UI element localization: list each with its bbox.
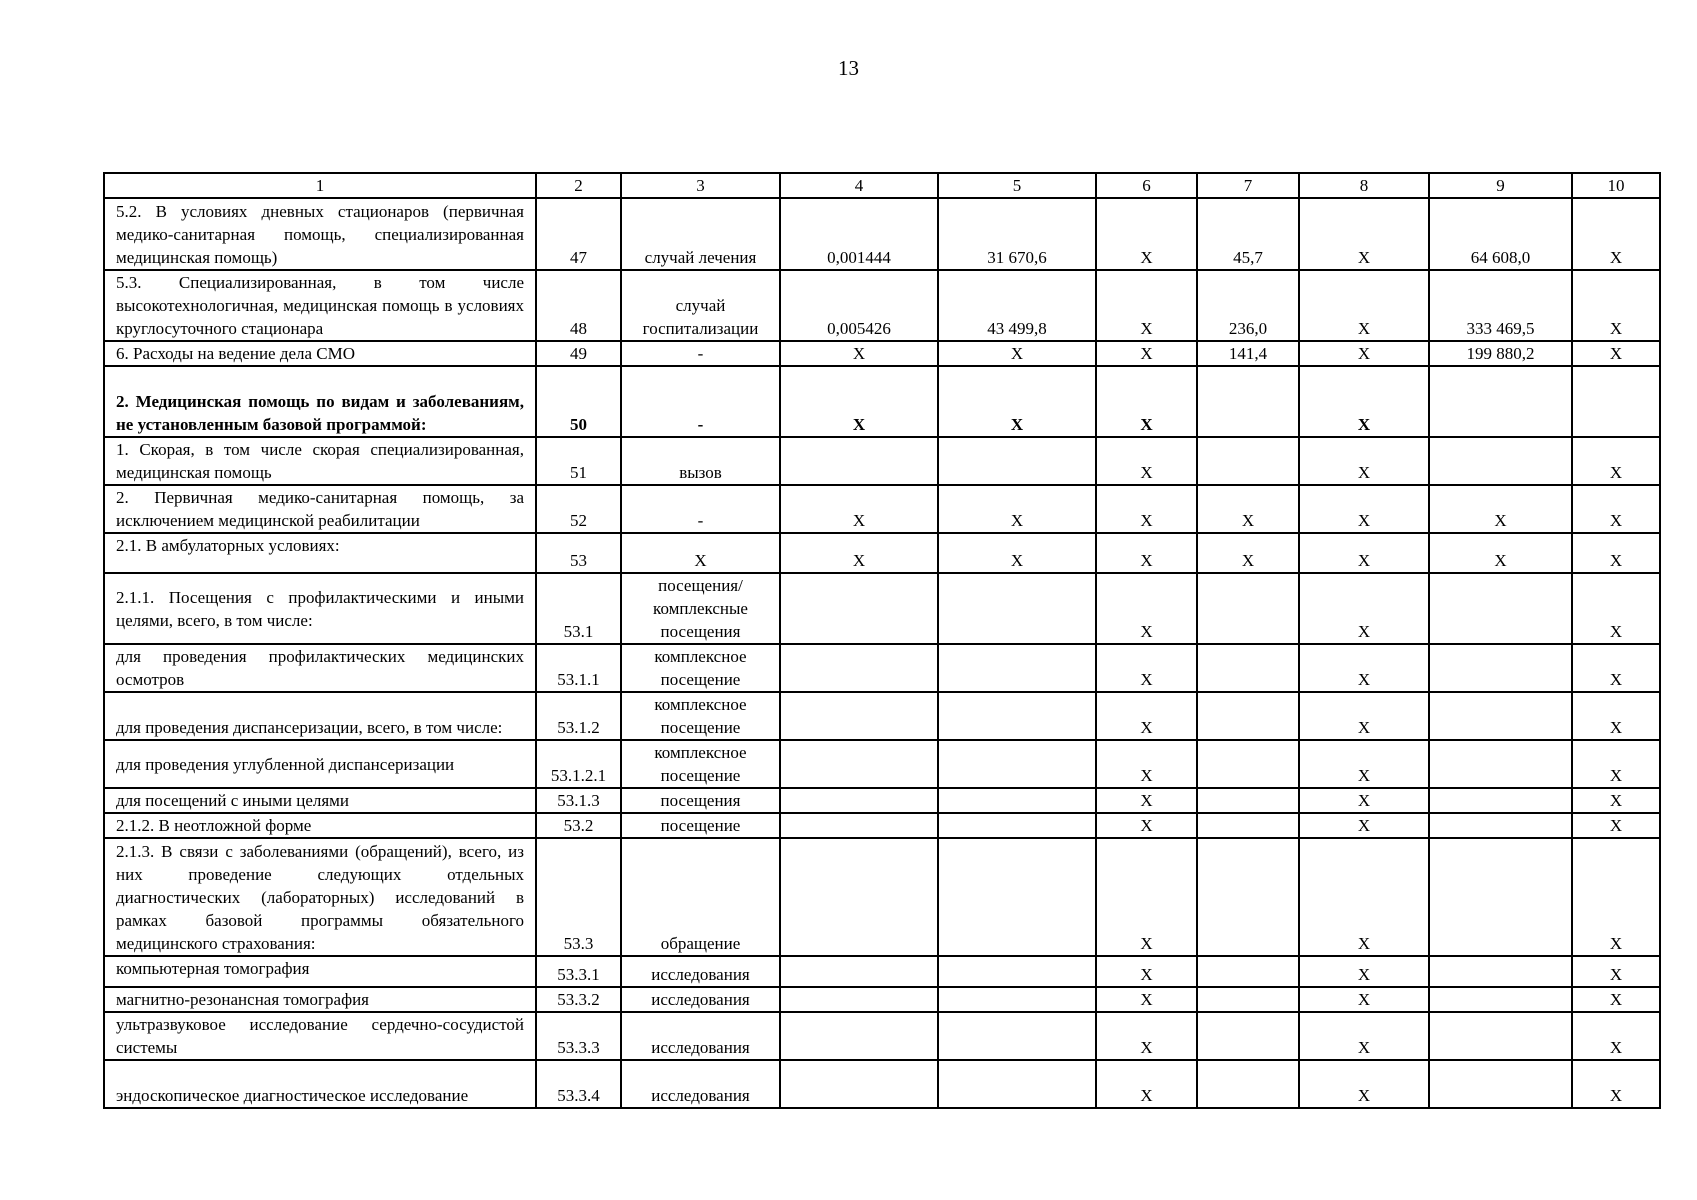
row-value-cell bbox=[1197, 644, 1299, 692]
row-value-cell: X bbox=[1572, 198, 1660, 270]
row-description-cell: 2. Первичная медико-санитарная помощь, за исключением медицинской реабилитации bbox=[104, 485, 536, 533]
row-value-cell: X bbox=[1096, 270, 1197, 341]
page-number: 13 bbox=[838, 56, 859, 80]
data-table bbox=[103, 172, 1661, 1109]
row-value-cell: - bbox=[621, 485, 780, 533]
row-value-cell bbox=[1197, 740, 1299, 788]
row-value-cell: X bbox=[1299, 644, 1429, 692]
row-value-cell: X bbox=[1572, 270, 1660, 341]
row-value-cell bbox=[938, 956, 1096, 987]
header-cell: 3 bbox=[621, 173, 780, 198]
table-row bbox=[104, 740, 1660, 788]
table-row bbox=[104, 1012, 1660, 1060]
table-row bbox=[104, 1060, 1660, 1108]
row-value-cell bbox=[1197, 788, 1299, 813]
row-value-cell bbox=[1429, 366, 1572, 437]
row-value-cell bbox=[1197, 956, 1299, 987]
row-value-cell bbox=[938, 838, 1096, 956]
row-value-cell: X bbox=[1197, 533, 1299, 573]
row-value-cell: X bbox=[1572, 573, 1660, 644]
row-value-cell: X bbox=[938, 485, 1096, 533]
row-value-cell: X bbox=[1096, 987, 1197, 1012]
row-description-cell: для посещений с иными целями bbox=[104, 788, 536, 813]
row-value-cell: исследования bbox=[621, 1060, 780, 1108]
row-value-cell: X bbox=[1096, 838, 1197, 956]
row-value-cell bbox=[938, 573, 1096, 644]
row-description-cell: для проведения диспансеризации, всего, в том числе: bbox=[104, 692, 536, 740]
row-description-cell: магнитно-резонансная томография bbox=[104, 987, 536, 1012]
row-value-cell: X bbox=[1572, 437, 1660, 485]
row-value-cell bbox=[780, 1012, 938, 1060]
row-value-cell bbox=[1429, 644, 1572, 692]
row-value-cell: 53.3.1 bbox=[536, 956, 621, 987]
header-cell: 4 bbox=[780, 173, 938, 198]
header-cell: 6 bbox=[1096, 173, 1197, 198]
row-value-cell: 49 bbox=[536, 341, 621, 366]
row-value-cell bbox=[1197, 1060, 1299, 1108]
row-description-cell: эндоскопическое диагностическое исследование bbox=[104, 1060, 536, 1108]
row-value-cell: - bbox=[621, 366, 780, 437]
row-value-cell bbox=[1429, 692, 1572, 740]
row-value-cell: X bbox=[1572, 838, 1660, 956]
table-row bbox=[104, 838, 1660, 956]
row-value-cell: 48 bbox=[536, 270, 621, 341]
table-row bbox=[104, 485, 1660, 533]
header-cell: 7 bbox=[1197, 173, 1299, 198]
row-value-cell: 0,005426 bbox=[780, 270, 938, 341]
header-row bbox=[104, 173, 1660, 198]
row-value-cell bbox=[780, 813, 938, 838]
row-value-cell: X bbox=[1299, 270, 1429, 341]
row-value-cell: X bbox=[1299, 987, 1429, 1012]
row-value-cell bbox=[1429, 987, 1572, 1012]
row-value-cell: 51 bbox=[536, 437, 621, 485]
row-value-cell: X bbox=[1572, 956, 1660, 987]
row-value-cell bbox=[1429, 813, 1572, 838]
row-value-cell: 31 670,6 bbox=[938, 198, 1096, 270]
row-value-cell: X bbox=[1572, 485, 1660, 533]
row-description-cell: компьютерная томография bbox=[104, 956, 536, 987]
row-value-cell: X bbox=[1299, 788, 1429, 813]
row-value-cell: посещения/ комплексные посещения bbox=[621, 573, 780, 644]
row-value-cell: - bbox=[621, 341, 780, 366]
row-value-cell: X bbox=[1096, 341, 1197, 366]
row-value-cell: вызов bbox=[621, 437, 780, 485]
row-value-cell: X bbox=[1299, 956, 1429, 987]
row-value-cell: X bbox=[938, 341, 1096, 366]
row-value-cell: 47 bbox=[536, 198, 621, 270]
table-row bbox=[104, 644, 1660, 692]
row-value-cell bbox=[1197, 437, 1299, 485]
row-value-cell: X bbox=[1572, 644, 1660, 692]
row-value-cell bbox=[1197, 692, 1299, 740]
row-value-cell: X bbox=[621, 533, 780, 573]
row-description-cell: 2. Медицинская помощь по видам и заболеваниям, не установленным базовой программой: bbox=[104, 366, 536, 437]
table-row bbox=[104, 198, 1660, 270]
row-value-cell: комплексное посещение bbox=[621, 644, 780, 692]
row-value-cell: X bbox=[1299, 1012, 1429, 1060]
row-value-cell bbox=[1197, 573, 1299, 644]
row-value-cell: 53.1.2.1 bbox=[536, 740, 621, 788]
row-value-cell bbox=[1197, 987, 1299, 1012]
row-value-cell: X bbox=[1096, 788, 1197, 813]
row-value-cell bbox=[780, 838, 938, 956]
row-value-cell: X bbox=[1572, 533, 1660, 573]
row-value-cell: X bbox=[1572, 692, 1660, 740]
row-value-cell: X bbox=[1299, 573, 1429, 644]
row-value-cell bbox=[1572, 366, 1660, 437]
row-value-cell: 0,001444 bbox=[780, 198, 938, 270]
row-value-cell: 45,7 bbox=[1197, 198, 1299, 270]
row-value-cell bbox=[1197, 813, 1299, 838]
row-value-cell: X bbox=[780, 341, 938, 366]
row-description-cell: ультразвуковое исследование сердечно-сосудистой системы bbox=[104, 1012, 536, 1060]
row-value-cell: X bbox=[1572, 1012, 1660, 1060]
row-value-cell bbox=[780, 987, 938, 1012]
row-value-cell: X bbox=[1096, 1012, 1197, 1060]
row-value-cell: X bbox=[1299, 813, 1429, 838]
table-row bbox=[104, 533, 1660, 573]
row-value-cell: посещения bbox=[621, 788, 780, 813]
row-value-cell bbox=[780, 692, 938, 740]
row-value-cell: 64 608,0 bbox=[1429, 198, 1572, 270]
row-value-cell: X bbox=[1096, 956, 1197, 987]
row-value-cell: исследования bbox=[621, 1012, 780, 1060]
row-value-cell: X bbox=[1096, 366, 1197, 437]
row-value-cell: 53.1.1 bbox=[536, 644, 621, 692]
table-row bbox=[104, 341, 1660, 366]
row-value-cell: X bbox=[1299, 341, 1429, 366]
row-value-cell: X bbox=[1096, 692, 1197, 740]
row-value-cell: X bbox=[1299, 437, 1429, 485]
row-value-cell: X bbox=[938, 533, 1096, 573]
row-value-cell: X bbox=[1197, 485, 1299, 533]
row-description-cell: 5.3. Специализированная, в том числе высокотехнологичная, медицинская помощь в условиях круглосуточного стационара bbox=[104, 270, 536, 341]
row-value-cell: X bbox=[1299, 740, 1429, 788]
row-value-cell: X bbox=[1096, 533, 1197, 573]
row-value-cell: 53.3 bbox=[536, 838, 621, 956]
row-value-cell bbox=[780, 740, 938, 788]
row-value-cell: 141,4 bbox=[1197, 341, 1299, 366]
table-row bbox=[104, 366, 1660, 437]
row-value-cell: X bbox=[1572, 341, 1660, 366]
header-cell: 1 bbox=[104, 173, 536, 198]
row-value-cell: X bbox=[1429, 533, 1572, 573]
row-value-cell: случай лечения bbox=[621, 198, 780, 270]
header-cell: 10 bbox=[1572, 173, 1660, 198]
row-description-cell: для проведения профилактических медицинских осмотров bbox=[104, 644, 536, 692]
row-value-cell: 53.2 bbox=[536, 813, 621, 838]
row-value-cell: исследования bbox=[621, 956, 780, 987]
row-description-cell: 2.1.3. В связи с заболеваниями (обращений), всего, из них проведение следующих отдельных диагностических (лабораторных) исследований в рамках базовой программы обязательного медицинского страхования: bbox=[104, 838, 536, 956]
row-value-cell: 53 bbox=[536, 533, 621, 573]
row-value-cell bbox=[1429, 437, 1572, 485]
row-value-cell: X bbox=[1096, 740, 1197, 788]
row-value-cell bbox=[1429, 1060, 1572, 1108]
row-value-cell bbox=[1429, 956, 1572, 987]
row-value-cell: X bbox=[1096, 485, 1197, 533]
row-value-cell: 53.1.2 bbox=[536, 692, 621, 740]
row-value-cell: X bbox=[1096, 644, 1197, 692]
row-value-cell: X bbox=[1572, 813, 1660, 838]
row-value-cell: X bbox=[1299, 198, 1429, 270]
row-value-cell: 52 bbox=[536, 485, 621, 533]
row-value-cell: посещение bbox=[621, 813, 780, 838]
row-value-cell bbox=[780, 437, 938, 485]
row-value-cell: исследования bbox=[621, 987, 780, 1012]
row-value-cell bbox=[938, 437, 1096, 485]
row-value-cell bbox=[938, 987, 1096, 1012]
row-value-cell: X bbox=[1299, 838, 1429, 956]
row-value-cell bbox=[780, 956, 938, 987]
table-row bbox=[104, 573, 1660, 644]
row-value-cell: X bbox=[1299, 366, 1429, 437]
row-value-cell: X bbox=[1096, 198, 1197, 270]
row-value-cell: комплексное посещение bbox=[621, 740, 780, 788]
row-value-cell: случай госпитализации bbox=[621, 270, 780, 341]
row-value-cell bbox=[938, 788, 1096, 813]
row-value-cell bbox=[780, 644, 938, 692]
table-row bbox=[104, 987, 1660, 1012]
row-value-cell: X bbox=[1096, 813, 1197, 838]
row-value-cell bbox=[1197, 366, 1299, 437]
table-row bbox=[104, 437, 1660, 485]
row-value-cell bbox=[1429, 573, 1572, 644]
row-value-cell: X bbox=[1096, 1060, 1197, 1108]
row-value-cell: 53.3.2 bbox=[536, 987, 621, 1012]
row-value-cell: X bbox=[1429, 485, 1572, 533]
table-row bbox=[104, 813, 1660, 838]
row-description-cell: 5.2. В условиях дневных стационаров (первичная медико-санитарная помощь, специализированная медицинская помощь) bbox=[104, 198, 536, 270]
row-value-cell bbox=[780, 788, 938, 813]
row-value-cell: 333 469,5 bbox=[1429, 270, 1572, 341]
row-description-cell: 1. Скорая, в том числе скорая специализированная, медицинская помощь bbox=[104, 437, 536, 485]
row-value-cell bbox=[938, 1060, 1096, 1108]
row-value-cell: комплексное посещение bbox=[621, 692, 780, 740]
row-value-cell: X bbox=[1572, 740, 1660, 788]
row-value-cell: X bbox=[938, 366, 1096, 437]
row-description-cell: для проведения углубленной диспансеризации bbox=[104, 740, 536, 788]
row-value-cell: X bbox=[780, 485, 938, 533]
row-value-cell: X bbox=[1572, 788, 1660, 813]
row-value-cell: X bbox=[780, 366, 938, 437]
header-cell: 2 bbox=[536, 173, 621, 198]
row-value-cell bbox=[1197, 838, 1299, 956]
row-value-cell bbox=[938, 644, 1096, 692]
header-cell: 8 bbox=[1299, 173, 1429, 198]
row-value-cell bbox=[938, 692, 1096, 740]
row-value-cell bbox=[1429, 788, 1572, 813]
row-value-cell bbox=[1197, 1012, 1299, 1060]
row-value-cell: 53.1.3 bbox=[536, 788, 621, 813]
row-value-cell: 53.1 bbox=[536, 573, 621, 644]
table-row bbox=[104, 692, 1660, 740]
row-value-cell: X bbox=[1299, 485, 1429, 533]
row-description-cell: 2.1. В амбулаторных условиях: bbox=[104, 533, 536, 573]
row-value-cell: 236,0 bbox=[1197, 270, 1299, 341]
row-value-cell: 50 bbox=[536, 366, 621, 437]
row-value-cell: X bbox=[1572, 987, 1660, 1012]
row-description-cell: 6. Расходы на ведение дела СМО bbox=[104, 341, 536, 366]
row-value-cell: X bbox=[1096, 573, 1197, 644]
row-value-cell: X bbox=[1299, 1060, 1429, 1108]
row-value-cell bbox=[1429, 1012, 1572, 1060]
row-value-cell bbox=[938, 740, 1096, 788]
row-value-cell: 43 499,8 bbox=[938, 270, 1096, 341]
row-description-cell: 2.1.2. В неотложной форме bbox=[104, 813, 536, 838]
row-value-cell: X bbox=[1096, 437, 1197, 485]
row-value-cell bbox=[938, 1012, 1096, 1060]
row-value-cell bbox=[1429, 740, 1572, 788]
row-value-cell bbox=[780, 573, 938, 644]
row-value-cell: 53.3.4 bbox=[536, 1060, 621, 1108]
row-value-cell bbox=[780, 1060, 938, 1108]
table-row bbox=[104, 956, 1660, 987]
table-row bbox=[104, 788, 1660, 813]
row-value-cell: 199 880,2 bbox=[1429, 341, 1572, 366]
row-value-cell bbox=[938, 813, 1096, 838]
row-value-cell: X bbox=[1299, 533, 1429, 573]
row-value-cell bbox=[1429, 838, 1572, 956]
row-value-cell: X bbox=[1572, 1060, 1660, 1108]
row-value-cell: X bbox=[780, 533, 938, 573]
row-value-cell: X bbox=[1299, 692, 1429, 740]
header-cell: 9 bbox=[1429, 173, 1572, 198]
row-value-cell: 53.3.3 bbox=[536, 1012, 621, 1060]
table-row bbox=[104, 270, 1660, 341]
header-cell: 5 bbox=[938, 173, 1096, 198]
row-description-cell: 2.1.1. Посещения с профилактическими и иными целями, всего, в том числе: bbox=[104, 573, 536, 644]
row-value-cell: обращение bbox=[621, 838, 780, 956]
